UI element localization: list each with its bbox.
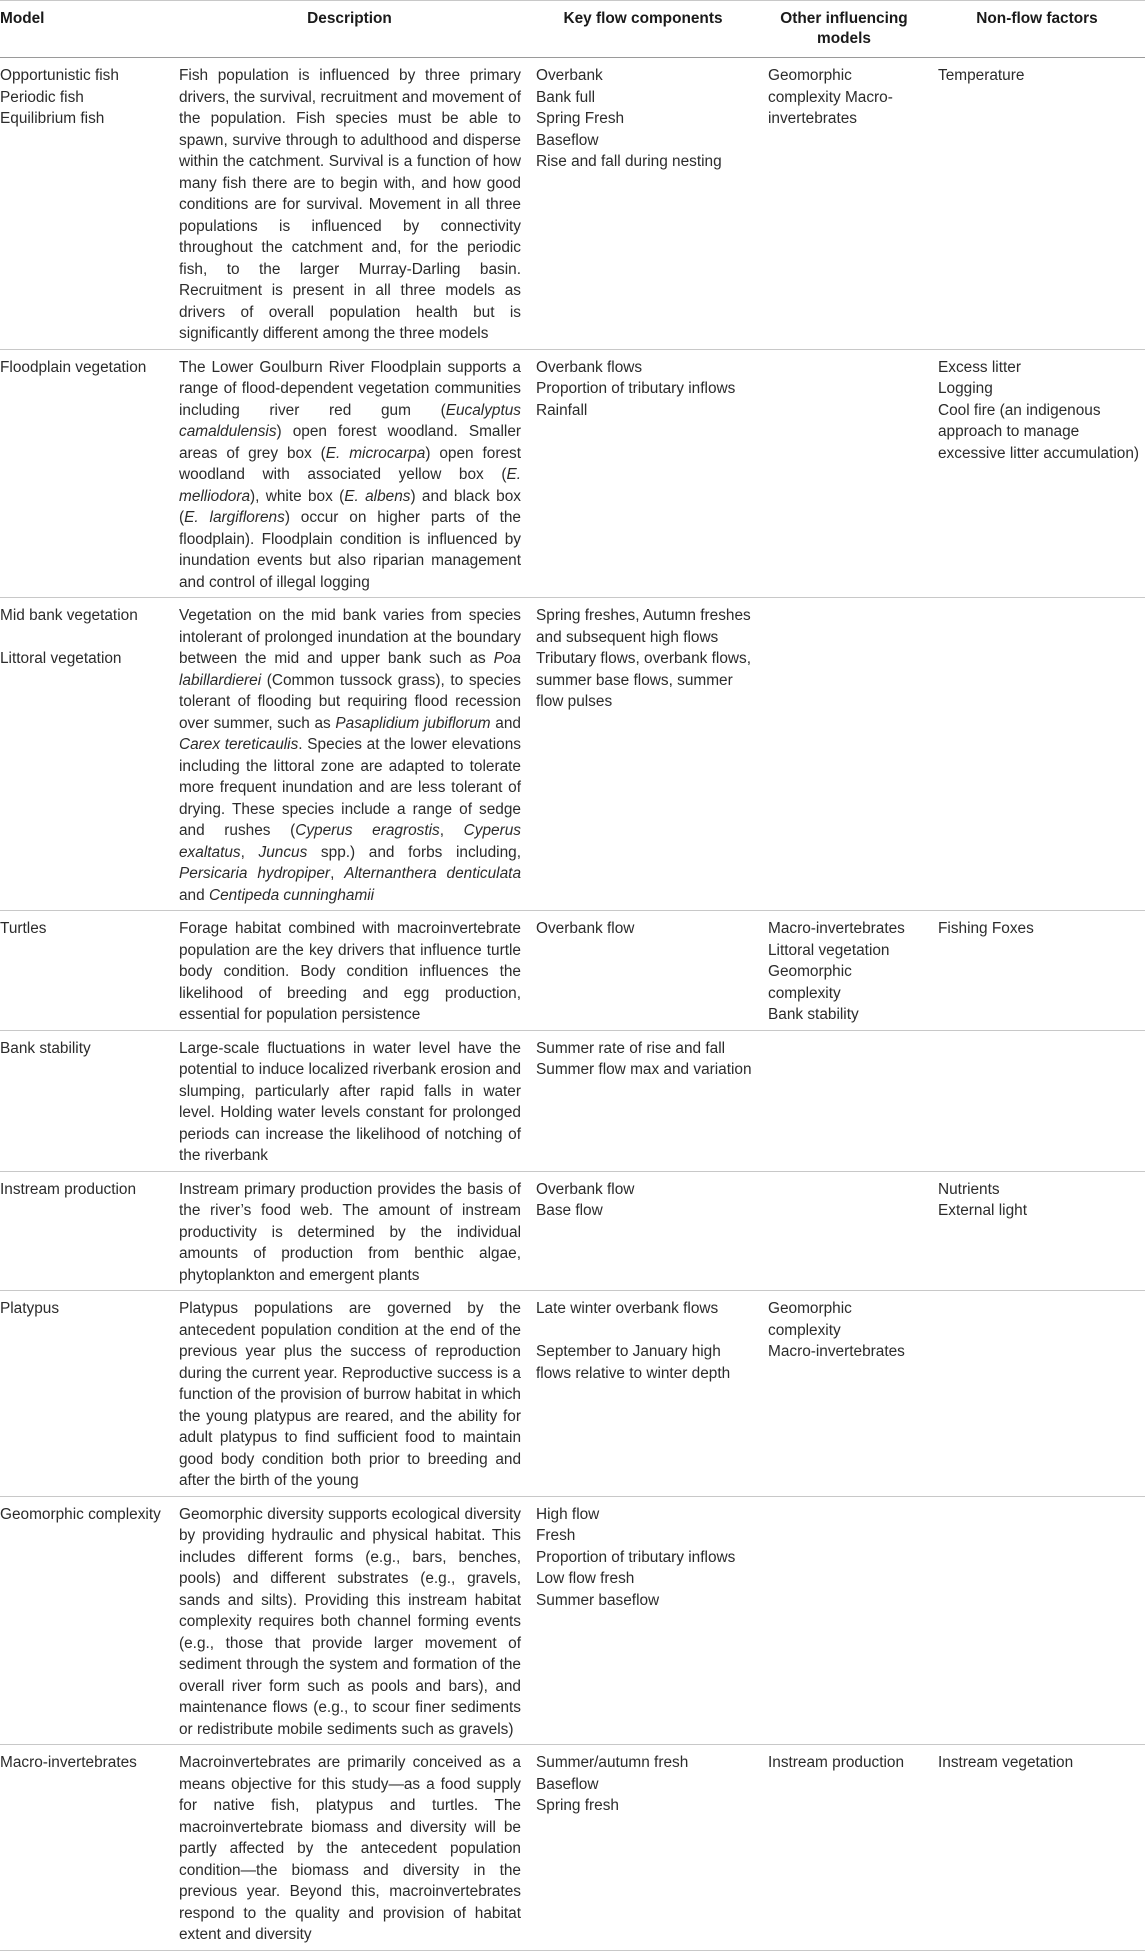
description-text: Geomorphic diversity supports ecological diversity by providing hydraulic and physical habitat. This includes different forms (e.g., bars, benches, pools) and different substrates (e.g., gravels, sands and silts). Providing this instream habitat complexity requires both channel forming events (e.g., those that provide larger movement of sediment through the system and formation of the overall river form such as pools and bars), and maintenance flows (e.g., to scour finer sediments or redistribute mobile sediments such as gravels) bbox=[179, 1505, 521, 1738]
cell-other-influencing-models bbox=[759, 1030, 929, 1171]
cell-non-flow-factors bbox=[929, 598, 1145, 911]
cell-non-flow-factors bbox=[929, 1291, 1145, 1497]
cell-other-influencing-models: Macro-invertebrates Littoral vegetation Geomorphic complexity Bank stability bbox=[759, 911, 929, 1031]
species-name: E. largiflorens bbox=[184, 509, 285, 526]
species-name: Eucalyptus camaldulensis bbox=[179, 401, 521, 440]
cell-key-flow-components: Overbank flow bbox=[527, 911, 759, 1031]
cell-model: Mid bank vegetation Littoral vegetation bbox=[0, 598, 172, 911]
table-row bbox=[0, 598, 1145, 911]
cell-other-influencing-models: Geomorphic complexity Macro-invertebrates bbox=[759, 58, 929, 350]
header-row bbox=[0, 1, 1145, 58]
species-name: Poa labillardierei bbox=[179, 650, 521, 689]
cell-key-flow-components: High flow Fresh Proportion of tributary inflows Low flow fresh Summer baseflow bbox=[527, 1496, 759, 1745]
cell-description bbox=[172, 911, 527, 1031]
cell-non-flow-factors: Temperature bbox=[929, 58, 1145, 350]
species-name: Juncus bbox=[258, 843, 308, 861]
cell-non-flow-factors bbox=[929, 1496, 1145, 1745]
description-text: and bbox=[490, 714, 521, 732]
description-text: spp.) and forbs including, bbox=[307, 843, 521, 861]
description-text: Instream primary production provides the basis of the river’s food web. The amount of instream productivity is determined by the individual amounts of production from benthic algae, phytoplankton and emergent plants bbox=[179, 1180, 521, 1284]
cell-description bbox=[172, 1496, 527, 1745]
cell-model: Platypus bbox=[0, 1291, 172, 1497]
description-text: The Lower Goulburn River Floodplain supports a range of flood-dependent vegetation communities including river red gum ( bbox=[179, 358, 521, 419]
species-name: Pasaplidium jubiflorum bbox=[335, 714, 491, 732]
header-description: Description bbox=[172, 1, 527, 58]
table-row bbox=[0, 1745, 1145, 1951]
cell-other-influencing-models bbox=[759, 1171, 929, 1291]
species-name: Cyperus exaltatus bbox=[179, 822, 521, 861]
cell-non-flow-factors: Instream vegetation bbox=[929, 1745, 1145, 1951]
cell-non-flow-factors: Nutrients External light bbox=[929, 1171, 1145, 1291]
description-text: , bbox=[439, 822, 464, 839]
cell-model: Bank stability bbox=[0, 1030, 172, 1171]
table-row bbox=[0, 1171, 1145, 1291]
species-name: Centipeda cunninghamii bbox=[208, 886, 375, 904]
table-header bbox=[0, 1, 1145, 58]
description-text: ) open forest woodland. Smaller areas of grey box ( bbox=[179, 423, 521, 462]
species-name: Carex tereticaulis bbox=[179, 736, 299, 753]
table-row bbox=[0, 1496, 1145, 1745]
header-model: Model bbox=[0, 1, 172, 58]
description-text: , bbox=[240, 843, 259, 861]
description-text: Forage habitat combined with macroinvertebrate population are the key drivers that influence turtle body condition. Body condition influences the likelihood of breeding and egg production, essential for population persistence bbox=[179, 920, 521, 1023]
description-text: Large-scale fluctuations in water level have the potential to induce localized riverbank erosion and slumping, particularly after rapid falls in water level. Holding water levels constant for prolonged periods can increase the likelihood of notching of the riverbank bbox=[179, 1039, 521, 1164]
table-row bbox=[0, 1291, 1145, 1497]
cell-model: Geomorphic complexity bbox=[0, 1496, 172, 1745]
species-name: E. microcarpa bbox=[325, 444, 426, 462]
cell-other-influencing-models bbox=[759, 349, 929, 598]
description-text: ) occur on higher parts of the floodplain). Floodplain condition is influenced by inundation events but also riparian management and control of illegal logging bbox=[179, 509, 521, 591]
species-name: Alternanthera denticulata bbox=[344, 865, 521, 882]
cell-other-influencing-models: Geomorphic complexity Macro-invertebrates bbox=[759, 1291, 929, 1497]
cell-key-flow-components: Overbank Bank full Spring Fresh Baseflow Rise and fall during nesting bbox=[527, 58, 759, 350]
table-row bbox=[0, 349, 1145, 598]
cell-key-flow-components: Overbank flows Proportion of tributary inflows Rainfall bbox=[527, 349, 759, 598]
description-text: Macroinvertebrates are primarily conceived as a means objective for this study—as a food supply for native fish, platypus and turtles. The macroinvertebrate biomass and diversity will be partly affected by the antecedent population condition—the biomass and diversity in the previous year. Beyond this, macroinvertebrates respond to the quality and provision of habitat extent and diversity bbox=[179, 1754, 521, 1943]
description-text: ) open forest woodland with associated yellow box ( bbox=[179, 444, 521, 483]
cell-model: Opportunistic fish Periodic fish Equilibrium fish bbox=[0, 58, 172, 350]
description-text: Platypus populations are governed by the antecedent population condition at the end of the previous year plus the success of reproduction during the current year. Reproductive success is a function of the provision of burrow habitat in which the young platypus are reared, and the ability for adult platypus to find sufficient food to maintain good body condition both prior to breeding and after the birth of the young bbox=[179, 1300, 521, 1489]
table-row bbox=[0, 911, 1145, 1031]
cell-non-flow-factors: Fishing Foxes bbox=[929, 911, 1145, 1031]
description-text: Vegetation on the mid bank varies from species intolerant of prolonged inundation at the boundary between the mid and upper bank such as bbox=[179, 607, 521, 667]
cell-description bbox=[172, 598, 527, 911]
description-text: . Species at the lower elevations including the littoral zone are adapted to tolerate more frequent inundation and are less tolerant of drying. These species include a range of sedge and rushes ( bbox=[179, 736, 521, 839]
cell-other-influencing-models bbox=[759, 1496, 929, 1745]
cell-model: Macro-invertebrates bbox=[0, 1745, 172, 1951]
description-text: Fish population is influenced by three primary drivers, the survival, recruitment and movement of the population. Fish species must be able to spawn, survive through to adulthood and disperse within the catchment. Survival is a function of how many fish there are to begin with, and how good conditions are for survival. Movement in all three populations is influenced by connectivity throughout the catchment and, for the periodic fish, to the larger Murray-Darling basin. Recruitment is present in all three models as drivers of overall population health but is significantly different among the three models bbox=[179, 67, 521, 342]
header-key-flow-components: Key flow components bbox=[527, 1, 759, 58]
cell-model: Floodplain vegetation bbox=[0, 349, 172, 598]
cell-non-flow-factors bbox=[929, 1030, 1145, 1171]
cell-key-flow-components: Spring freshes, Autumn freshes and subsequent high flows Tributary flows, overbank flows, summer base flows, summer flow pulses bbox=[527, 598, 759, 911]
species-name: E. melliodora bbox=[179, 466, 521, 505]
description-text: and bbox=[179, 886, 209, 904]
header-non-flow-factors: Non-flow factors bbox=[929, 1, 1145, 58]
cell-description bbox=[172, 1291, 527, 1497]
cell-other-influencing-models: Instream production bbox=[759, 1745, 929, 1951]
table-body bbox=[0, 58, 1145, 1951]
cell-description bbox=[172, 1171, 527, 1291]
cell-key-flow-components: Overbank flow Base flow bbox=[527, 1171, 759, 1291]
species-name: E. albens bbox=[344, 487, 411, 505]
cell-key-flow-components: Summer rate of rise and fall Summer flow max and variation bbox=[527, 1030, 759, 1171]
cell-model: Turtles bbox=[0, 911, 172, 1031]
cell-key-flow-components: Late winter overbank flows September to January high flows relative to winter depth bbox=[527, 1291, 759, 1497]
table-row bbox=[0, 1030, 1145, 1171]
description-text: , bbox=[330, 865, 345, 882]
description-text: (Common tussock grass), to species tolerant of flooding but requiring flood recession over summer, such as bbox=[179, 671, 521, 732]
species-name: Persicaria hydropiper bbox=[179, 865, 331, 882]
cell-non-flow-factors: Excess litter Logging Cool fire (an indigenous approach to manage excessive litter accumulation) bbox=[929, 349, 1145, 598]
cell-description bbox=[172, 1745, 527, 1951]
cell-description bbox=[172, 1030, 527, 1171]
cell-key-flow-components: Summer/autumn fresh Baseflow Spring fresh bbox=[527, 1745, 759, 1951]
header-other-influencing-models: Other influencing models bbox=[759, 1, 929, 58]
table-row bbox=[0, 58, 1145, 350]
cell-other-influencing-models bbox=[759, 598, 929, 911]
description-text: ) and black box ( bbox=[179, 487, 521, 526]
description-text: ), white box ( bbox=[250, 487, 345, 505]
cell-model: Instream production bbox=[0, 1171, 172, 1291]
species-name: Cyperus eragrostis bbox=[295, 822, 440, 839]
cell-description bbox=[172, 349, 527, 598]
cell-description bbox=[172, 58, 527, 350]
